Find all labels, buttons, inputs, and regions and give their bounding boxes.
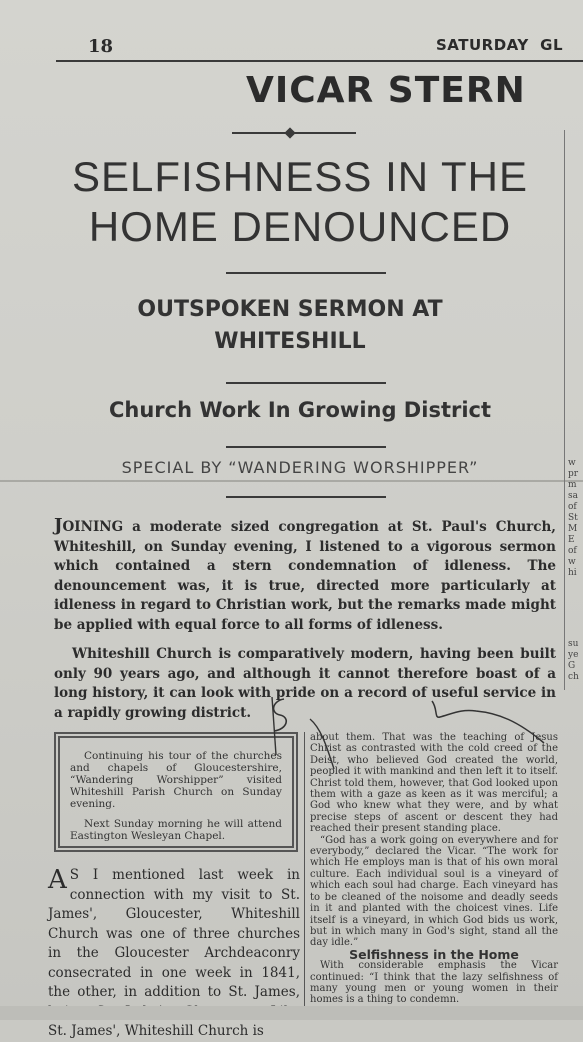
header-rule	[56, 60, 583, 62]
headline-line-2: HOME DENOUNCED	[88, 203, 512, 250]
box-note-paragraph-1: Continuing his tour of the churches and chapels of Gloucestershire, “Wandering Worshipper” visited Whiteshill Parish Church on Sunday evening.	[70, 750, 282, 810]
headline-line-1: SELFISHNESS IN THE	[71, 153, 528, 200]
right-column-paragraph-1: about them. That was the teaching of Jesus Christ as contrasted with the cold creed of the Deist, who believed God created the world, peopled it with mankind and then left it to itself. Christ told them, however, that God looked upon them with a gaze as keen as it was merciful; a God who knew what they were, and by what precise steps of ascent or descent they had reached their present standing place.	[310, 732, 558, 835]
right-column-paragraph-2: “God has a work going on everywhere and for everybody,” declared the Vicar. “The work for which He employs man is that of his own moral culture. Each individual soul is a vineyard of which each soul had charge. Each vineyard has to be cleaned of the noisome and deadly seeds in it and planted with the choicest vines. Life itself is a vineyard, in which God bids us work, but in which many in God's sight, stand all the day idle.”	[310, 834, 558, 949]
right-column-subhead: Selfishness in the Home	[349, 946, 519, 962]
header-day: SATURDAY GL	[436, 36, 564, 54]
intro-dropcap: J	[54, 515, 63, 536]
deck-headline: Church Work In Growing District	[108, 398, 492, 422]
kicker-headline: VICAR STERN	[246, 70, 526, 111]
adjacent-column-edge	[564, 130, 565, 690]
box-note-paragraph-2: Next Sunday morning he will attend Eastington Wesleyan Chapel.	[70, 818, 282, 842]
adjacent-column-fragments: w pr m sa of St M E of w hi su ye G ch	[568, 458, 579, 682]
deck-rule	[226, 446, 386, 448]
subheadline	[60, 294, 520, 358]
subheadline-line-1: OUTSPOKEN SERMON AT	[137, 297, 443, 322]
subheadline-line-2: WHITESHILL	[214, 329, 366, 354]
left-column-paragraph: A S I mentioned last week in connection with my visit to St. James', Gloucester, Whiteshill Church was one of three churches in the Gloucester Archdeaconry consecrated in one week in 1841, the other, in addition to St. James, St. James', Whiteshill Church is	[48, 865, 300, 1039]
subheadline-rule	[226, 382, 386, 384]
column-divider	[304, 732, 305, 1020]
byline: SPECIAL BY “WANDERING WORSHIPPER”	[121, 458, 479, 477]
headline-rule	[226, 272, 386, 274]
intro-paragraph-1: JOINING a moderate sized congregation at St. Paul's Church, Whiteshill, on Sunday evening, I listened to a vigorous sermon which contained a stern condemnation of idleness. The denouncement was, it is true, directed more particularly at idleness in regard to Christian work, but the remarks made might be applied with equal force to all forms of idleness.	[54, 515, 556, 633]
intro-paragraph-2: Whiteshill Church is comparatively modern, having been built only 90 years ago, and although it cannot therefore boast of a long history, it can look with pride on a record of useful service in a rapidly growing district.	[54, 646, 556, 721]
left-column-dropcap: A	[48, 865, 67, 895]
handwritten-signature	[262, 695, 562, 775]
main-headline	[40, 152, 560, 252]
page-number: 18	[88, 36, 114, 57]
paper-fold-line	[0, 480, 583, 482]
byline-rule	[226, 496, 386, 498]
right-column-paragraph-3: With considerable emphasis the Vicar continued: “I think that the lazy selfishness of many young men or young women in their homes is a thing to condemn.	[310, 960, 558, 1006]
page-bottom-edge	[0, 1006, 583, 1020]
